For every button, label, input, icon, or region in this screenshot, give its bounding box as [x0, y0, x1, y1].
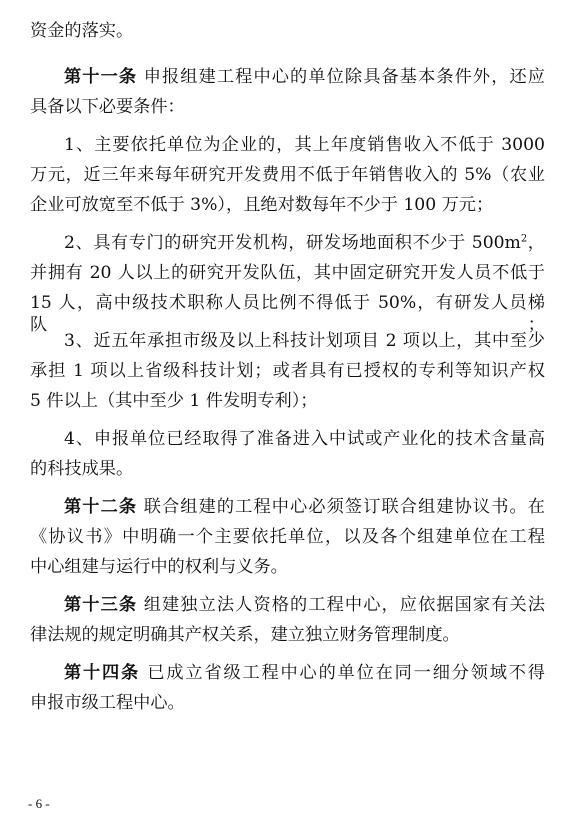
text-line: 1、主要依托单位为企业的，其上年度销售收入不低于 3000 [64, 135, 545, 155]
article-11-line [64, 66, 545, 88]
superscript: 2 [520, 233, 528, 245]
text-line: 具备以下必要条件： [30, 97, 185, 117]
text-line: 5 件以上（其中至少 1 件发明专利）； [30, 391, 318, 411]
text-line: 承担 1 项以上省级科技计划；或者具有已授权的专利等知识产权 [30, 361, 545, 381]
text-line: 万元，近三年来每年研究开发费用不低于年销售收入的 5%（农业 [30, 165, 545, 185]
text-line-area [64, 232, 545, 254]
page-number: - 6 - [28, 796, 50, 811]
text-line: 企业可放宽至不低于 3%），且绝对数每年不少于 100 万元； [30, 195, 494, 215]
text-line: 3、近五年承担市级及以上科技计划项目 2 项以上，其中至少 [64, 331, 545, 351]
text-line: 《协议书》中明确一个主要依托单位，以及各个组建单位在工程 [30, 527, 545, 547]
text-line: 律法规的规定明确其产权关系，建立独立财务管理制度。 [30, 625, 460, 645]
article-12-title: 第十二条 [64, 497, 138, 517]
article-13-title: 第十三条 [64, 595, 138, 615]
text-line: 中心组建与运行中的权利与义务。 [30, 557, 288, 577]
area-text: 2、具有专门的研究开发机构，研发场地面积不少于 500m [64, 233, 521, 253]
article-13-text: 组建独立法人资格的工程中心，应依据国家有关法 [143, 595, 545, 615]
article-14-text: 已成立省级工程中心的单位在同一细分领域不得 [147, 663, 545, 683]
article-13-line [64, 594, 545, 616]
text-line: 4、申报单位已经取得了准备进入中试或产业化的技术含量高 [64, 429, 545, 449]
text-line: 资金的落实。 [30, 21, 134, 41]
article-12-text: 联合组建的工程中心必须签订联合组建协议书。在 [143, 497, 545, 517]
article-11-text: 申报组建工程中心的单位除具备基本条件外，还应 [143, 67, 545, 87]
article-14-line [64, 662, 545, 684]
article-14-title: 第十四条 [64, 663, 141, 683]
article-12-line [64, 496, 545, 518]
comma: ， [527, 233, 545, 253]
article-11-title: 第十一条 [64, 67, 138, 87]
text-line: 15 人，高中级技术职称人员比例不得低于 50%，有研发人员梯队； [30, 293, 545, 335]
text-line: 的科技成果。 [30, 459, 134, 479]
text-line: 并拥有 20 人以上的研究开发队伍，其中固定研究开发人员不低于 [30, 263, 545, 283]
text-line: 申报市级工程中心。 [30, 693, 185, 713]
